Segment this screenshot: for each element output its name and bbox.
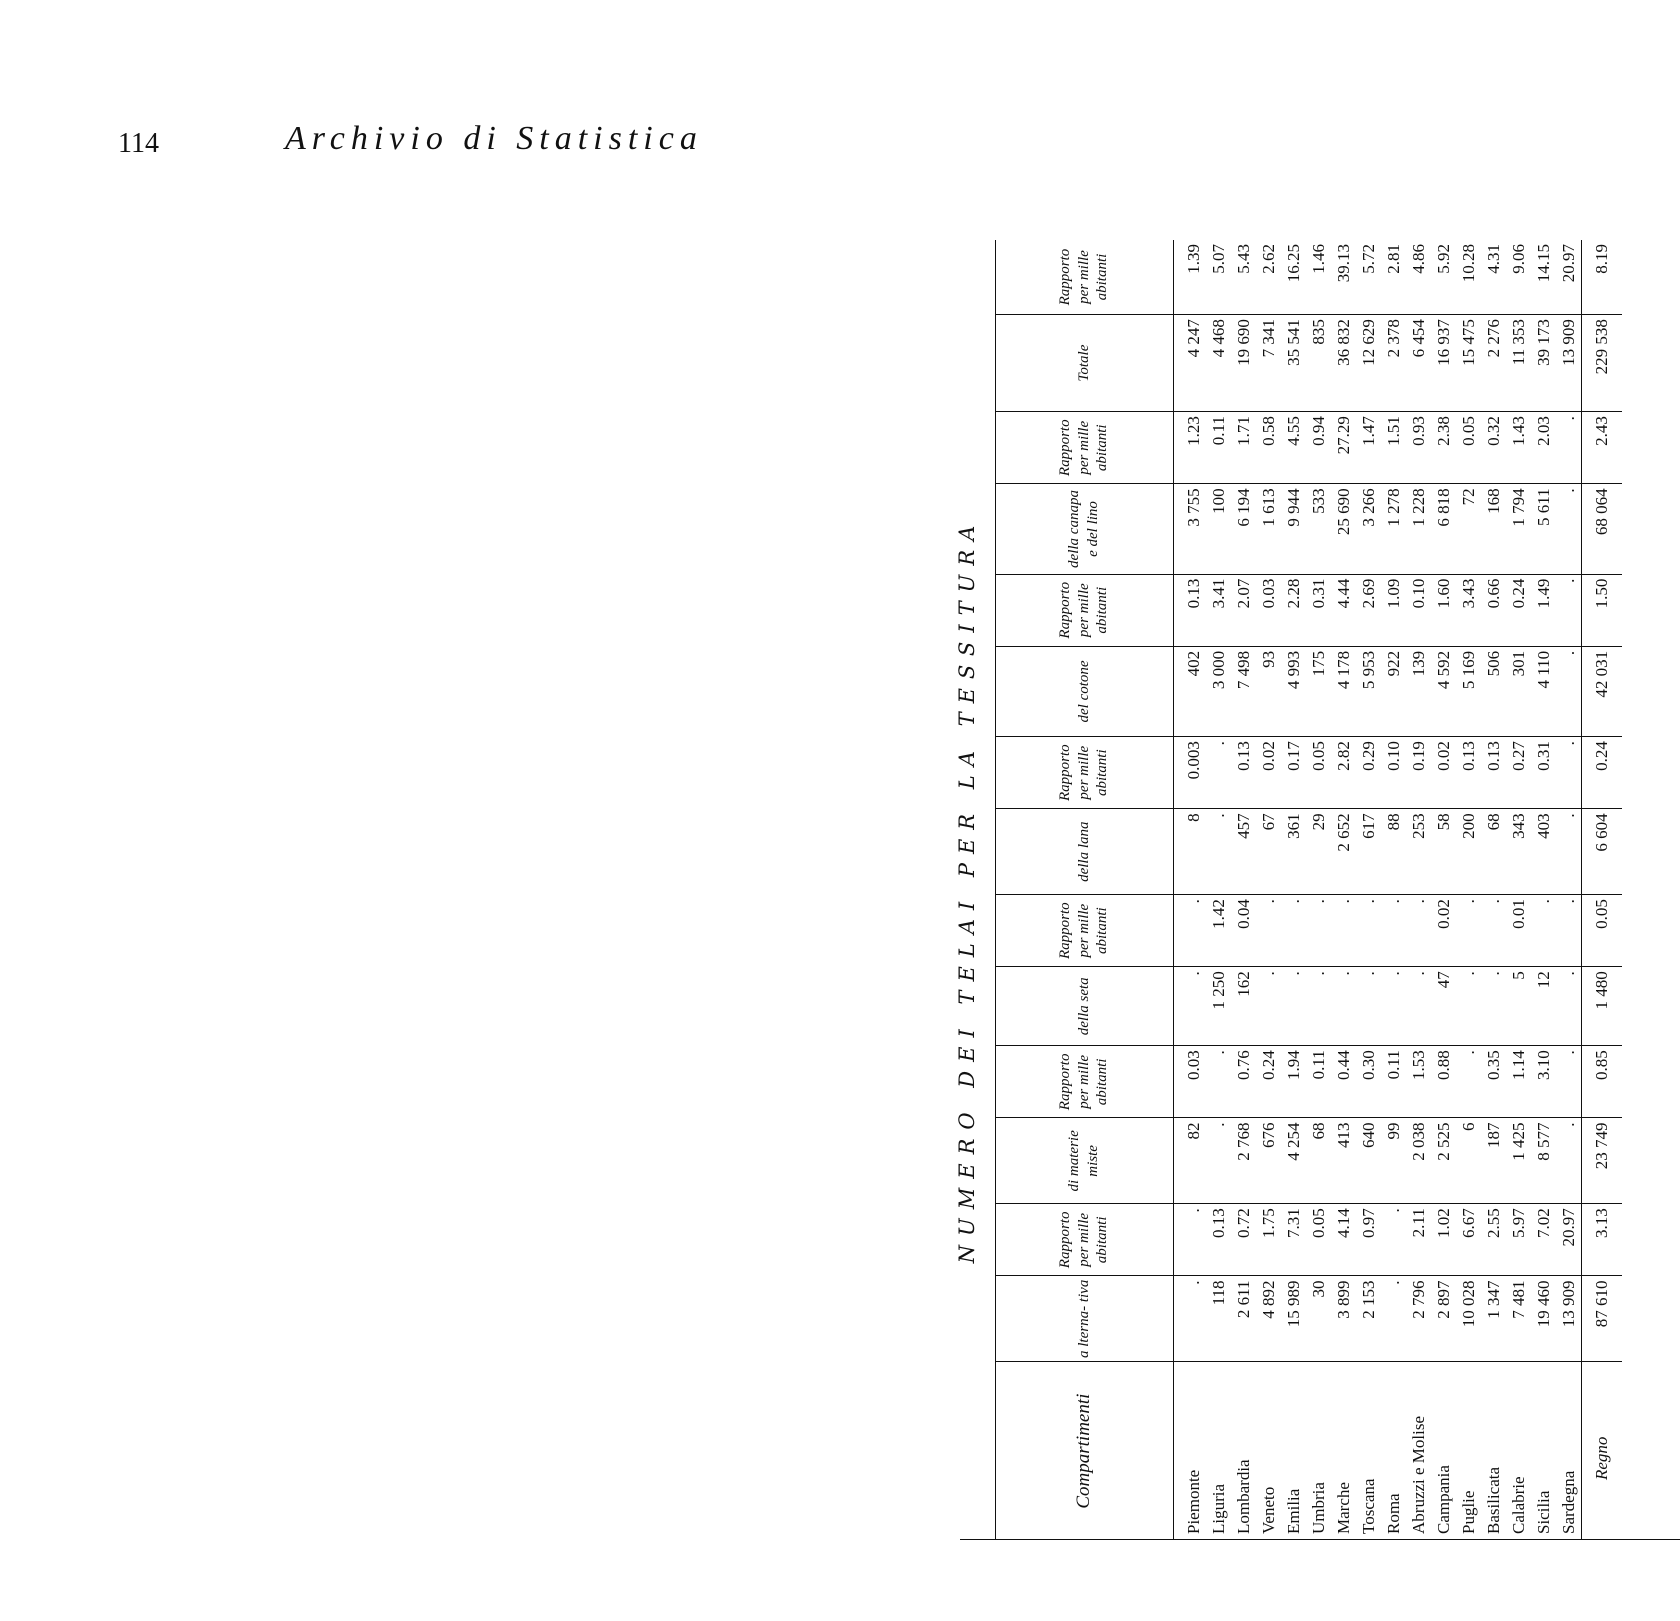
value-cell: 47: [1431, 967, 1456, 1046]
value-cell: 6 604: [1582, 809, 1623, 895]
value-cell: 5.43: [1231, 240, 1256, 315]
value-cell: 0.05: [1582, 895, 1623, 967]
value-cell: .: [1381, 967, 1406, 1046]
value-cell: 3 000: [1206, 646, 1231, 736]
value-cell: 25 690: [1331, 484, 1356, 574]
value-cell: 2.82: [1331, 737, 1356, 809]
value-cell: 87 610: [1582, 1276, 1623, 1362]
value-cell: 72: [1456, 484, 1481, 574]
table-row: [1281, 240, 1306, 1540]
value-cell: 1 250: [1206, 967, 1231, 1046]
value-cell: 1.43: [1506, 412, 1531, 484]
value-cell: 6: [1456, 1118, 1481, 1204]
value-cell: 3.10: [1531, 1046, 1556, 1118]
value-cell: .: [1481, 895, 1506, 967]
value-cell: .: [1174, 1276, 1207, 1362]
value-cell: 6 818: [1431, 484, 1456, 574]
value-cell: 403: [1531, 809, 1556, 895]
column-header: Rapporto per mille abitanti: [995, 412, 1174, 484]
value-cell: 9.06: [1506, 240, 1531, 315]
value-cell: 835: [1306, 315, 1331, 412]
value-cell: 15 475: [1456, 315, 1481, 412]
value-cell: 2.43: [1582, 412, 1623, 484]
value-cell: 4 592: [1431, 646, 1456, 736]
column-header: Rapporto per mille abitanti: [995, 737, 1174, 809]
value-cell: 0.72: [1231, 1204, 1256, 1276]
value-cell: 4.14: [1331, 1204, 1356, 1276]
value-cell: .: [1281, 895, 1306, 967]
value-cell: 0.76: [1231, 1046, 1256, 1118]
value-cell: 0.03: [1256, 574, 1281, 646]
value-cell: 99: [1381, 1118, 1406, 1204]
value-cell: 0.31: [1306, 574, 1331, 646]
value-cell: 2.11: [1406, 1204, 1431, 1276]
value-cell: 2 276: [1481, 315, 1506, 412]
value-cell: 30: [1306, 1276, 1331, 1362]
value-cell: 2.38: [1431, 412, 1456, 484]
region-name-cell: Puglie: [1458, 1490, 1478, 1534]
value-cell: 8: [1174, 809, 1207, 895]
value-cell: 4 892: [1256, 1276, 1281, 1362]
value-cell: 4.86: [1406, 240, 1431, 315]
value-cell: 0.30: [1356, 1046, 1381, 1118]
value-cell: .: [1331, 967, 1356, 1046]
table-row: [1206, 240, 1231, 1540]
region-name-cell: Piemonte: [1183, 1469, 1203, 1534]
region-name-cell: Abruzzi e Molise: [1408, 1415, 1428, 1534]
value-cell: 3 266: [1356, 484, 1381, 574]
value-cell: 0.44: [1331, 1046, 1356, 1118]
value-cell: 139: [1406, 646, 1431, 736]
value-cell: 39.13: [1331, 240, 1356, 315]
column-header: della seta: [995, 967, 1174, 1046]
column-header: Rapporto per mille abitanti: [995, 240, 1174, 315]
value-cell: 2 652: [1331, 809, 1356, 895]
value-cell: 35 541: [1281, 315, 1306, 412]
value-cell: 68: [1306, 1118, 1331, 1204]
table-row: [1481, 240, 1506, 1540]
value-cell: 12: [1531, 967, 1556, 1046]
value-cell: 3 755: [1174, 484, 1207, 574]
value-cell: 0.94: [1306, 412, 1331, 484]
region-name-cell: Marche: [1333, 1482, 1353, 1534]
value-cell: 0.88: [1431, 1046, 1456, 1118]
value-cell: 1.09: [1381, 574, 1406, 646]
value-cell: 0.05: [1306, 737, 1331, 809]
value-cell: 88: [1381, 809, 1406, 895]
value-cell: 68: [1481, 809, 1506, 895]
value-cell: 27.29: [1331, 412, 1356, 484]
region-name-cell: Umbria: [1308, 1482, 1328, 1534]
value-cell: 19 690: [1231, 315, 1256, 412]
column-header: Totale: [995, 315, 1174, 412]
value-cell: 0.24: [1256, 1046, 1281, 1118]
value-cell: 0.02: [1256, 737, 1281, 809]
value-cell: 0.04: [1231, 895, 1256, 967]
value-cell: 68 064: [1582, 484, 1623, 574]
value-cell: 676: [1256, 1118, 1281, 1204]
value-cell: 2.69: [1356, 574, 1381, 646]
value-cell: 0.27: [1506, 737, 1531, 809]
value-cell: 3.41: [1206, 574, 1231, 646]
value-cell: 1.60: [1431, 574, 1456, 646]
value-cell: 5.97: [1506, 1204, 1531, 1276]
value-cell: .: [1406, 895, 1431, 967]
table-row: [1231, 240, 1256, 1540]
value-cell: .: [1481, 967, 1506, 1046]
value-cell: 0.31: [1531, 737, 1556, 809]
value-cell: 361: [1281, 809, 1306, 895]
value-cell: .: [1556, 574, 1582, 646]
value-cell: 1 347: [1481, 1276, 1506, 1362]
value-cell: 0.11: [1381, 1046, 1406, 1118]
value-cell: 8 577: [1531, 1118, 1556, 1204]
value-cell: 168: [1481, 484, 1506, 574]
value-cell: 20.97: [1556, 240, 1582, 315]
table-row: [1174, 240, 1207, 1540]
value-cell: 0.05: [1306, 1204, 1331, 1276]
value-cell: 617: [1356, 809, 1381, 895]
value-cell: 1.23: [1174, 412, 1207, 484]
column-header: Compartimenti: [995, 1362, 1174, 1540]
value-cell: 11 353: [1506, 315, 1531, 412]
value-cell: .: [1381, 895, 1406, 967]
value-cell: .: [1281, 967, 1306, 1046]
value-cell: 9 944: [1281, 484, 1306, 574]
value-cell: 1 228: [1406, 484, 1431, 574]
value-cell: 533: [1306, 484, 1331, 574]
region-name-cell: Roma: [1383, 1493, 1403, 1534]
value-cell: 58: [1431, 809, 1456, 895]
value-cell: 6 454: [1406, 315, 1431, 412]
value-cell: .: [1256, 967, 1281, 1046]
value-cell: 5: [1506, 967, 1531, 1046]
value-cell: 187: [1481, 1118, 1506, 1204]
header-row: [995, 240, 1174, 1540]
value-cell: .: [1406, 967, 1431, 1046]
value-cell: 2.81: [1381, 240, 1406, 315]
value-cell: .: [1556, 1046, 1582, 1118]
value-cell: 4.44: [1331, 574, 1356, 646]
value-cell: .: [1206, 1118, 1231, 1204]
column-header: di materie miste: [995, 1118, 1174, 1204]
value-cell: 2 768: [1231, 1118, 1256, 1204]
region-name-cell: Emilia: [1283, 1488, 1303, 1534]
value-cell: 0.05: [1456, 412, 1481, 484]
table-row: [1556, 240, 1582, 1540]
value-cell: 4.31: [1481, 240, 1506, 315]
value-cell: 1.46: [1306, 240, 1331, 315]
value-cell: 7 341: [1256, 315, 1281, 412]
value-cell: 4 254: [1281, 1118, 1306, 1204]
value-cell: 7 481: [1506, 1276, 1531, 1362]
value-cell: 343: [1506, 809, 1531, 895]
value-cell: 5 611: [1531, 484, 1556, 574]
value-cell: 0.29: [1356, 737, 1381, 809]
value-cell: 1.49: [1531, 574, 1556, 646]
value-cell: 1.53: [1406, 1046, 1431, 1118]
value-cell: 10 028: [1456, 1276, 1481, 1362]
table-title: NUMERO DEI TELAI PER LA TESSITURA: [940, 240, 996, 1540]
value-cell: 0.97: [1356, 1204, 1381, 1276]
value-cell: 1.94: [1281, 1046, 1306, 1118]
value-cell: .: [1381, 1204, 1406, 1276]
column-header: della lana: [995, 809, 1174, 895]
value-cell: 0.02: [1431, 737, 1456, 809]
value-cell: 0.19: [1406, 737, 1431, 809]
value-cell: .: [1456, 895, 1481, 967]
value-cell: 640: [1356, 1118, 1381, 1204]
region-name-cell: Toscana: [1358, 1478, 1378, 1534]
value-cell: 4.55: [1281, 412, 1306, 484]
value-cell: 0.01: [1506, 895, 1531, 967]
value-cell: 0.66: [1481, 574, 1506, 646]
value-cell: 2 611: [1231, 1276, 1256, 1362]
value-cell: 1 278: [1381, 484, 1406, 574]
value-cell: 2 897: [1431, 1276, 1456, 1362]
value-cell: 0.03: [1174, 1046, 1207, 1118]
value-cell: 16.25: [1281, 240, 1306, 315]
table-row: [1256, 240, 1281, 1540]
table-row: [1506, 240, 1531, 1540]
column-header: Rapporto per mille abitanti: [995, 574, 1174, 646]
value-cell: 2 525: [1431, 1118, 1456, 1204]
value-cell: 4 178: [1331, 646, 1356, 736]
value-cell: 922: [1381, 646, 1406, 736]
value-cell: 29: [1306, 809, 1331, 895]
value-cell: 118: [1206, 1276, 1231, 1362]
value-cell: 0.13: [1231, 737, 1256, 809]
value-cell: 100: [1206, 484, 1231, 574]
value-cell: 1.47: [1356, 412, 1381, 484]
value-cell: 1.75: [1256, 1204, 1281, 1276]
table-row: [1406, 240, 1431, 1540]
value-cell: 506: [1481, 646, 1506, 736]
value-cell: .: [1174, 1204, 1207, 1276]
region-name-cell: Veneto: [1258, 1486, 1278, 1534]
table-row: [1431, 240, 1456, 1540]
value-cell: 23 749: [1582, 1118, 1623, 1204]
value-cell: 0.10: [1406, 574, 1431, 646]
value-cell: .: [1556, 484, 1582, 574]
value-cell: .: [1356, 895, 1381, 967]
value-cell: 93: [1256, 646, 1281, 736]
value-cell: 3.13: [1582, 1204, 1623, 1276]
value-cell: 16 937: [1431, 315, 1456, 412]
region-name-cell: Regno: [1582, 1362, 1623, 1540]
column-header: Rapporto per mille abitanti: [995, 895, 1174, 967]
table-row: [1456, 240, 1481, 1540]
value-cell: 5.72: [1356, 240, 1381, 315]
value-cell: 0.35: [1481, 1046, 1506, 1118]
value-cell: 162: [1231, 967, 1256, 1046]
column-header: della canapa e del lino: [995, 484, 1174, 574]
value-cell: 1 613: [1256, 484, 1281, 574]
value-cell: 5.92: [1431, 240, 1456, 315]
value-cell: 42 031: [1582, 646, 1623, 736]
value-cell: 2 796: [1406, 1276, 1431, 1362]
value-cell: 2.62: [1256, 240, 1281, 315]
value-cell: 1.42: [1206, 895, 1231, 967]
value-cell: 8.19: [1582, 240, 1623, 315]
value-cell: 0.24: [1582, 737, 1623, 809]
value-cell: .: [1556, 412, 1582, 484]
table-row: [1381, 240, 1406, 1540]
value-cell: .: [1174, 895, 1207, 967]
value-cell: .: [1556, 646, 1582, 736]
value-cell: 0.11: [1206, 412, 1231, 484]
looms-table: [995, 240, 1622, 1540]
value-cell: 0.32: [1481, 412, 1506, 484]
value-cell: 0.003: [1174, 737, 1207, 809]
running-head: Archivio di Statistica: [285, 120, 703, 157]
value-cell: 2 378: [1381, 315, 1406, 412]
region-name-cell: Basilicata: [1483, 1466, 1503, 1534]
value-cell: 2.55: [1481, 1204, 1506, 1276]
table-body: [1174, 240, 1623, 1540]
region-name-cell: Calabrie: [1508, 1476, 1528, 1534]
value-cell: .: [1306, 895, 1331, 967]
page-number: 114: [118, 128, 159, 159]
value-cell: 6 194: [1231, 484, 1256, 574]
value-cell: 10.28: [1456, 240, 1481, 315]
column-header: del cotone: [995, 646, 1174, 736]
region-name-cell: Sicilia: [1533, 1490, 1553, 1534]
value-cell: 82: [1174, 1118, 1207, 1204]
value-cell: 4 247: [1174, 315, 1207, 412]
value-cell: 0.13: [1456, 737, 1481, 809]
table-row: [1306, 240, 1331, 1540]
value-cell: 13 909: [1556, 1276, 1582, 1362]
value-cell: 3 899: [1331, 1276, 1356, 1362]
value-cell: 1.51: [1381, 412, 1406, 484]
value-cell: .: [1556, 1118, 1582, 1204]
value-cell: 5 169: [1456, 646, 1481, 736]
value-cell: 13 909: [1556, 315, 1582, 412]
value-cell: .: [1306, 967, 1331, 1046]
value-cell: 175: [1306, 646, 1331, 736]
value-cell: 0.13: [1174, 574, 1207, 646]
region-name-cell: Sardegna: [1558, 1470, 1578, 1534]
value-cell: 4 110: [1531, 646, 1556, 736]
value-cell: 1.39: [1174, 240, 1207, 315]
value-cell: 1.02: [1431, 1204, 1456, 1276]
value-cell: 36 832: [1331, 315, 1356, 412]
table-row: [1356, 240, 1381, 1540]
value-cell: 6.67: [1456, 1204, 1481, 1276]
table-row: [1531, 240, 1556, 1540]
value-cell: 0.13: [1481, 737, 1506, 809]
value-cell: 413: [1331, 1118, 1356, 1204]
value-cell: .: [1206, 737, 1231, 809]
value-cell: 1 480: [1582, 967, 1623, 1046]
value-cell: .: [1556, 737, 1582, 809]
value-cell: .: [1174, 967, 1207, 1046]
column-header: Rapporto per mille abitanti: [995, 1204, 1174, 1276]
value-cell: 1 425: [1506, 1118, 1531, 1204]
value-cell: 20.97: [1556, 1204, 1582, 1276]
value-cell: 402: [1174, 646, 1207, 736]
value-cell: .: [1456, 1046, 1481, 1118]
value-cell: .: [1206, 809, 1231, 895]
value-cell: 2.28: [1281, 574, 1306, 646]
column-header: Rapporto per mille abitanti: [995, 1046, 1174, 1118]
value-cell: 0.17: [1281, 737, 1306, 809]
value-cell: .: [1356, 967, 1381, 1046]
value-cell: .: [1556, 967, 1582, 1046]
value-cell: 5.07: [1206, 240, 1231, 315]
value-cell: 229 538: [1582, 315, 1623, 412]
value-cell: 1.14: [1506, 1046, 1531, 1118]
value-cell: 5 953: [1356, 646, 1381, 736]
value-cell: 12 629: [1356, 315, 1381, 412]
value-cell: 2.07: [1231, 574, 1256, 646]
rotated-table-block: [940, 240, 1680, 1540]
value-cell: 15 989: [1281, 1276, 1306, 1362]
column-header: a lterna- tiva: [995, 1276, 1174, 1362]
value-cell: 7.02: [1531, 1204, 1556, 1276]
value-cell: .: [1531, 895, 1556, 967]
value-cell: 2.03: [1531, 412, 1556, 484]
value-cell: 301: [1506, 646, 1531, 736]
value-cell: 7 498: [1231, 646, 1256, 736]
value-cell: 2 153: [1356, 1276, 1381, 1362]
total-row: [1582, 240, 1623, 1540]
value-cell: 67: [1256, 809, 1281, 895]
value-cell: 0.10: [1381, 737, 1406, 809]
value-cell: 1 794: [1506, 484, 1531, 574]
value-cell: 2 038: [1406, 1118, 1431, 1204]
value-cell: 1.71: [1231, 412, 1256, 484]
value-cell: 0.13: [1206, 1204, 1231, 1276]
value-cell: 4 993: [1281, 646, 1306, 736]
value-cell: 0.58: [1256, 412, 1281, 484]
value-cell: 0.85: [1582, 1046, 1623, 1118]
value-cell: 7.31: [1281, 1204, 1306, 1276]
value-cell: 0.11: [1306, 1046, 1331, 1118]
value-cell: 4 468: [1206, 315, 1231, 412]
region-name-cell: Liguria: [1208, 1483, 1228, 1534]
value-cell: .: [1556, 895, 1582, 967]
value-cell: 200: [1456, 809, 1481, 895]
value-cell: .: [1206, 1046, 1231, 1118]
value-cell: .: [1456, 967, 1481, 1046]
value-cell: 253: [1406, 809, 1431, 895]
region-name-cell: Lombardia: [1233, 1459, 1253, 1534]
value-cell: 39 173: [1531, 315, 1556, 412]
value-cell: 1.50: [1582, 574, 1623, 646]
value-cell: 0.24: [1506, 574, 1531, 646]
value-cell: 0.02: [1431, 895, 1456, 967]
value-cell: .: [1256, 895, 1281, 967]
value-cell: .: [1556, 809, 1582, 895]
value-cell: 457: [1231, 809, 1256, 895]
value-cell: 14.15: [1531, 240, 1556, 315]
value-cell: 19 460: [1531, 1276, 1556, 1362]
value-cell: .: [1381, 1276, 1406, 1362]
value-cell: 3.43: [1456, 574, 1481, 646]
region-name-cell: Campania: [1433, 1465, 1453, 1534]
table-row: [1331, 240, 1356, 1540]
value-cell: 0.93: [1406, 412, 1431, 484]
value-cell: .: [1331, 895, 1356, 967]
